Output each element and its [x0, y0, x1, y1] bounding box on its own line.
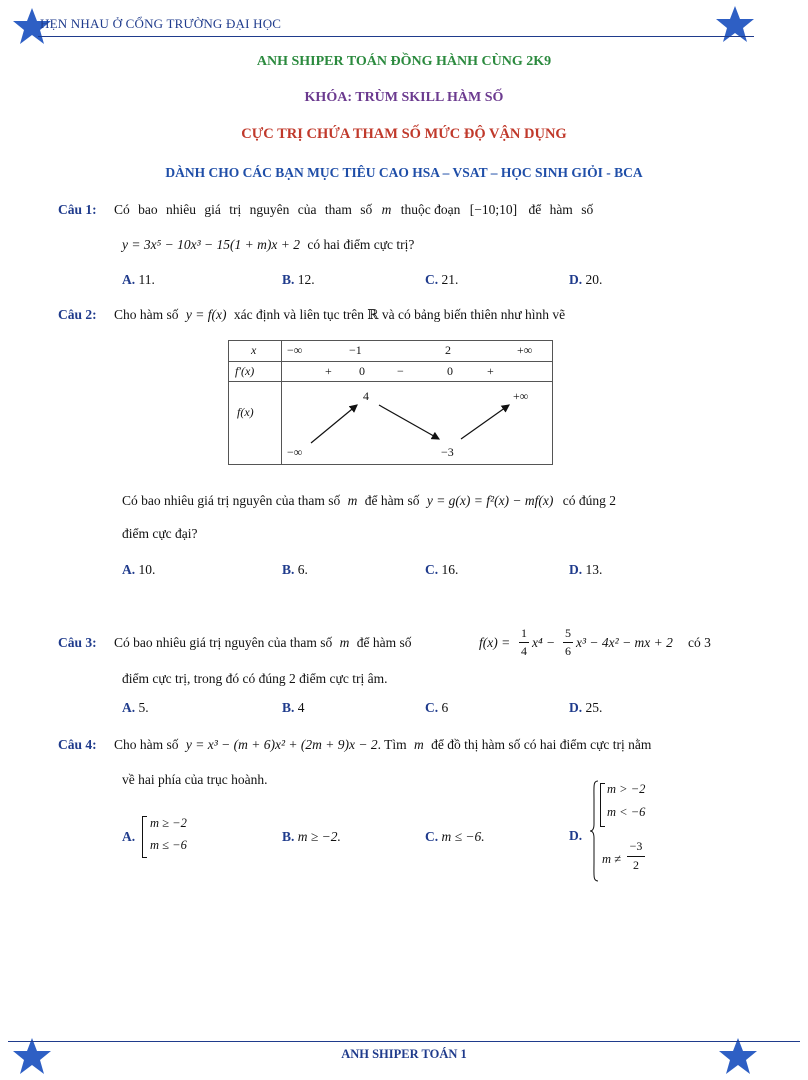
question-2-line-2: Có bao nhiêu giá trị nguyên của tham số m để hàm số y = g(x) = f²(x) − mf(x) có đúng 2	[122, 493, 617, 508]
option-d: D. m > −2 m < −6 m ≠ −3 2	[569, 778, 679, 888]
option-c: C. m ≤ −6.	[425, 829, 485, 844]
title-line-2: KHÓA: TRÙM SKILL HÀM SỐ	[304, 90, 504, 105]
question-3-tail: có 3	[688, 635, 711, 650]
question-4-line-2: về hai phía của trục hoành.	[122, 772, 268, 787]
question-3-line-2: điểm cực trị, trong đó có đúng 2 điểm cực trị âm.	[122, 671, 388, 686]
option-d: D. 25.	[569, 700, 603, 715]
header-divider	[38, 36, 754, 37]
option-b: B. 6.	[282, 562, 308, 577]
option-c: C. 16.	[425, 562, 459, 577]
formula: y = 3x⁵ − 10x³ − 15(1 + m)x + 2	[122, 237, 300, 252]
star-icon	[715, 4, 755, 44]
question-label: Câu 1:	[58, 202, 97, 217]
question-2-line-3: điểm cực đại?	[122, 526, 198, 541]
question-1-line-2: y = 3x⁵ − 10x³ − 15(1 + m)x + 2 có hai điểm cực trị?	[122, 237, 415, 252]
option-d: D. 13.	[569, 562, 603, 577]
option-c: C. 21.	[425, 272, 459, 287]
title-line-4: DÀNH CHO CÁC BẠN MỤC TIÊU CAO HSA – VSAT – HỌC SINH GIỎI - BCA	[165, 165, 643, 180]
option-b: B. 12.	[282, 272, 315, 287]
question-label: Câu 2:	[58, 307, 97, 322]
option-a: A. 11.	[122, 272, 155, 287]
title-line-1: ANH SHIPER TOÁN ĐỒNG HÀNH CÙNG 2K9	[256, 54, 552, 69]
formula: y = x³ − (m + 6)x² + (2m + 9)x − 2	[185, 737, 378, 752]
question-2-line-1: Câu 2: Cho hàm số y = f(x) xác định và liên tục trên ℝ và có bảng biến thiên như hình vẽ	[58, 307, 566, 322]
footer-text: ANH SHIPER TOÁN 1	[341, 1047, 467, 1061]
option-a: A. 10.	[122, 562, 156, 577]
formula: y = g(x) = f²(x) − mf(x)	[426, 493, 554, 508]
question-3-line-1: Câu 3: Có bao nhiêu giá trị nguyên của tham số m để hàm số	[58, 635, 412, 650]
option-d: D. 20.	[569, 272, 603, 287]
title-line-3: CỰC TRỊ CHỨA THAM SỐ MỨC ĐỘ VẬN DỤNG	[241, 126, 567, 142]
variation-table: x −∞ −1 2 +∞ f′(x) + 0 − 0 + f(x) 4 +∞ −∞ −3	[228, 340, 553, 465]
question-label: Câu 3:	[58, 635, 97, 650]
option-b: B. 4	[282, 700, 305, 715]
footer-divider	[8, 1041, 800, 1042]
option-b: B. m ≥ −2.	[282, 829, 341, 844]
top-banner: HẸN NHAU Ở CỔNG TRƯỜNG ĐẠI HỌC	[40, 16, 282, 31]
brace-symbol	[589, 780, 599, 882]
question-1-line-1: Câu 1: Có bao nhiêu giá trị nguyên của tham số m thuộc đoạn [−10;10] để hàm số	[58, 202, 594, 217]
variation-arrows	[229, 341, 552, 464]
question-4-line-1: Câu 4: Cho hàm số y = x³ − (m + 6)x² + (2m + 9)x − 2. Tìm m để đồ thị hàm số có hai điểm cực trị nằm	[58, 737, 652, 752]
question-label: Câu 4:	[58, 737, 97, 752]
option-a: A. 5.	[122, 700, 149, 715]
option-a: A. m ≥ −2 m ≤ −6	[122, 814, 202, 860]
option-c: C. 6	[425, 700, 449, 715]
